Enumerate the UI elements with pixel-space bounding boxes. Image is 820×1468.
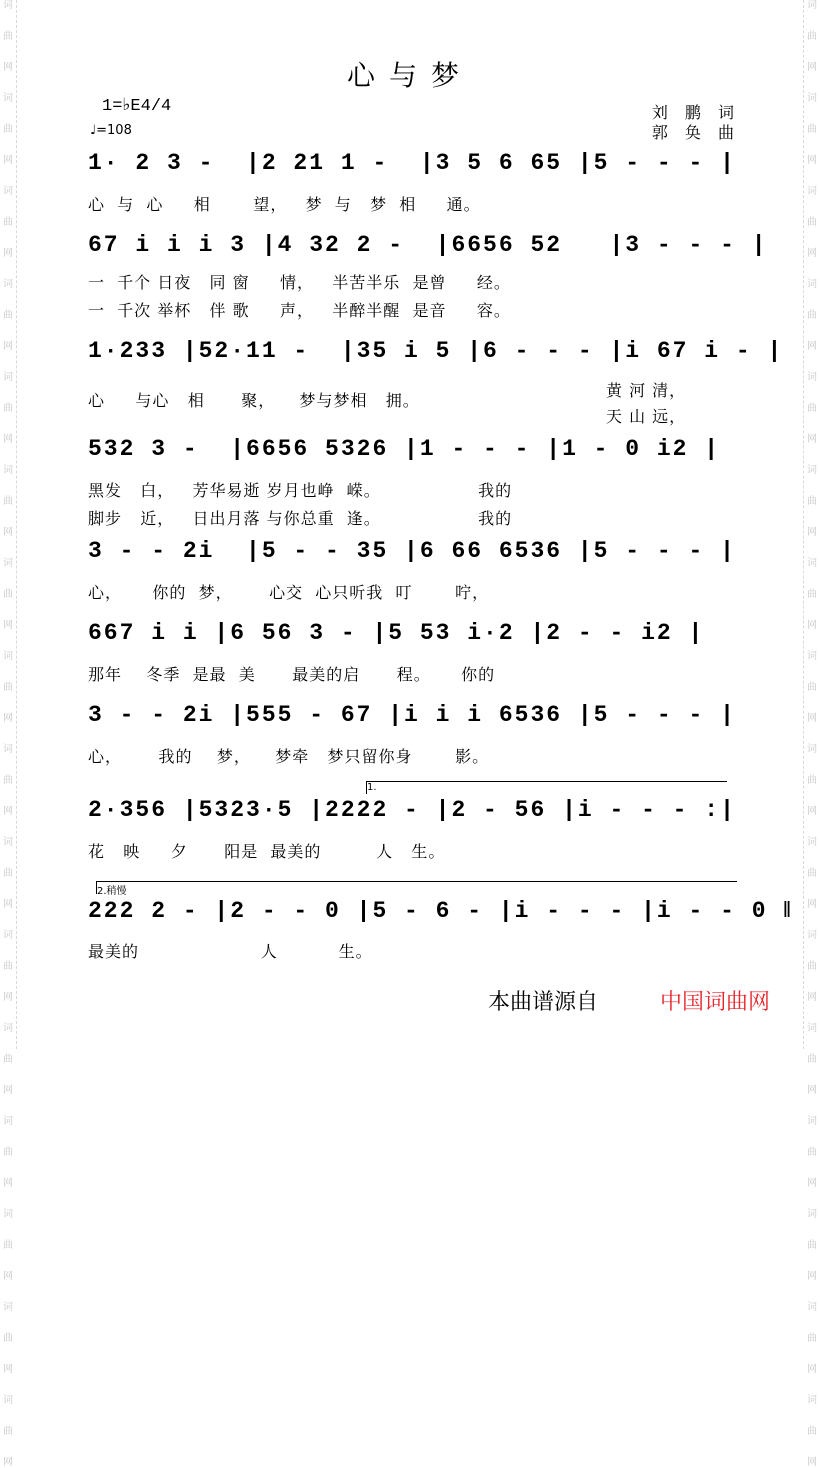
watermark-char: 曲: [807, 775, 817, 786]
watermark-char: 词: [3, 0, 13, 11]
lyricist-credit: 刘 鹏 词: [651, 103, 740, 122]
watermark-char: 曲: [807, 217, 817, 228]
watermark-char: 词: [3, 465, 13, 476]
lyric-line: 心， 你的 梦， 心交 心只听我 叮 咛，: [88, 583, 490, 602]
lyric-line: 那年 冬季 是最 美 最美的启 程。 你的: [88, 665, 496, 684]
watermark-char: 词: [807, 1209, 817, 1220]
watermark-char: 网: [807, 713, 817, 724]
notation-line: 67 i i i 3 |4 32 2 - |6656 52 |3 - - - |: [88, 232, 768, 258]
watermark-char: 词: [807, 465, 817, 476]
notation-line: 3 - - 2i |5 - - 35 |6 66 6536 |5 - - - |: [88, 538, 736, 564]
watermark-char: 曲: [3, 31, 13, 42]
watermark-char: 词: [807, 372, 817, 383]
side-lyric: 黄 河 清，: [606, 381, 687, 400]
volta-bracket: 2.稍慢: [96, 881, 737, 894]
watermark-char: 曲: [3, 1054, 13, 1065]
watermark-char: 词: [3, 93, 13, 104]
watermark-char: 曲: [3, 961, 13, 972]
watermark-char: 网: [807, 527, 817, 538]
watermark-char: 词: [3, 1209, 13, 1220]
watermark-char: 曲: [807, 682, 817, 693]
notation-line: 2·356 |5323·5 |2222 - |2 - 56 |i - - - :|: [88, 797, 736, 823]
watermark-char: 词: [807, 930, 817, 941]
watermark-char: 网: [807, 1178, 817, 1189]
watermark-char: 词: [807, 744, 817, 755]
watermark-char: 词: [807, 837, 817, 848]
watermark-char: 网: [3, 62, 13, 73]
notation-line: 222 2 - |2 - - 0 |5 - 6 - |i - - - |i - - 0 ‖: [88, 898, 793, 924]
notation-line: 1· 2 3 - |2 21 1 - |3 5 6 65 |5 - - - |: [88, 150, 736, 176]
tempo-marking: ♩=108: [90, 123, 132, 138]
watermark-char: 曲: [807, 124, 817, 135]
lyric-line: 花 映 夕 阳是 最美的 人 生。: [88, 842, 446, 861]
side-lyric: 天 山 远，: [606, 407, 687, 426]
watermark-char: 网: [3, 1271, 13, 1282]
lyric-line: 心 与 心 相 望， 梦 与 梦 相 通。: [88, 195, 481, 214]
watermark-char: 词: [3, 1116, 13, 1127]
watermark-right: [803, 0, 820, 1468]
watermark-char: 词: [3, 1302, 13, 1313]
watermark-char: 网: [3, 1457, 13, 1468]
watermark-left: [0, 0, 17, 1468]
key-signature: 1=♭E4/4: [102, 97, 172, 116]
watermark-char: 曲: [3, 124, 13, 135]
watermark-char: 词: [3, 186, 13, 197]
source-label: 本曲谱源自: [488, 990, 599, 1015]
watermark-char: 网: [3, 1085, 13, 1096]
watermark-char: 曲: [807, 1054, 817, 1065]
watermark-char: 曲: [807, 496, 817, 507]
watermark-char: 词: [807, 279, 817, 290]
watermark-char: 曲: [3, 403, 13, 414]
watermark-char: 网: [807, 155, 817, 166]
volta-bracket: 1.: [366, 781, 727, 794]
watermark-char: 网: [3, 806, 13, 817]
watermark-char: 曲: [807, 310, 817, 321]
lyric-line: 最美的 人 生。: [88, 942, 373, 961]
watermark-char: 曲: [807, 1333, 817, 1344]
watermark-char: 曲: [807, 1240, 817, 1251]
watermark-char: 网: [3, 248, 13, 259]
lyric-line: 脚步 近， 日出月落 与你总重 逢。 我的: [88, 509, 513, 528]
watermark-char: 曲: [807, 589, 817, 600]
watermark-char: 曲: [3, 868, 13, 879]
watermark-char: 曲: [3, 1333, 13, 1344]
notation-line: 3 - - 2i |555 - 67 |i i i 6536 |5 - - - |: [88, 702, 736, 728]
watermark-char: 词: [3, 279, 13, 290]
watermark-char: 网: [3, 1364, 13, 1375]
watermark-char: 词: [807, 1302, 817, 1313]
watermark-char: 网: [807, 806, 817, 817]
watermark-char: 曲: [807, 403, 817, 414]
watermark-char: 词: [3, 837, 13, 848]
watermark-char: 词: [3, 651, 13, 662]
watermark-char: 词: [807, 0, 817, 11]
watermark-char: 词: [807, 1395, 817, 1406]
lyric-line: 黑发 白， 芳华易逝 岁月也峥 嵘。 我的: [88, 481, 513, 500]
watermark-char: 词: [3, 744, 13, 755]
watermark-char: 网: [807, 1271, 817, 1282]
watermark-char: 网: [807, 341, 817, 352]
watermark-char: 网: [3, 992, 13, 1003]
watermark-char: 网: [3, 899, 13, 910]
watermark-char: 网: [807, 62, 817, 73]
watermark-char: 网: [807, 1457, 817, 1468]
watermark-char: 网: [807, 248, 817, 259]
watermark-char: 词: [807, 558, 817, 569]
watermark-char: 词: [807, 93, 817, 104]
watermark-char: 网: [807, 434, 817, 445]
watermark-char: 网: [807, 1085, 817, 1096]
watermark-char: 网: [3, 155, 13, 166]
composer-credit: 郭 奂 曲: [651, 123, 740, 142]
lyric-line: 心， 我的 梦， 梦牵 梦只留你身 影。: [88, 747, 490, 766]
lyric-line: 心 与心 相 聚， 梦与梦相 拥。: [88, 391, 420, 410]
lyric-line: 一 千次 举杯 伴 歌 声， 半醉半醒 是音 容。: [88, 301, 511, 320]
notation-line: 1·233 |52·11 - |35 i 5 |6 - - - |i 67 i - |: [88, 338, 784, 364]
watermark-char: 词: [3, 372, 13, 383]
watermark-char: 词: [807, 651, 817, 662]
watermark-char: 曲: [3, 589, 13, 600]
song-title: 心与梦: [346, 59, 473, 92]
watermark-char: 网: [3, 1178, 13, 1189]
watermark-char: 曲: [3, 310, 13, 321]
lyric-line: 一 千个 日夜 同 窗 情， 半苦半乐 是曾 经。: [88, 273, 511, 292]
watermark-char: 曲: [807, 1147, 817, 1158]
watermark-char: 曲: [3, 1147, 13, 1158]
watermark-char: 网: [807, 620, 817, 631]
watermark-char: 曲: [807, 31, 817, 42]
source-site[interactable]: 中国词曲网: [660, 990, 771, 1015]
watermark-char: 网: [807, 992, 817, 1003]
watermark-char: 网: [3, 713, 13, 724]
watermark-char: 词: [3, 1023, 13, 1034]
watermark-char: 网: [807, 899, 817, 910]
watermark-char: 曲: [3, 1426, 13, 1437]
watermark-char: 曲: [807, 868, 817, 879]
watermark-char: 网: [3, 620, 13, 631]
watermark-char: 曲: [3, 1240, 13, 1251]
watermark-char: 网: [3, 434, 13, 445]
watermark-char: 曲: [807, 961, 817, 972]
watermark-char: 词: [3, 558, 13, 569]
watermark-char: 词: [3, 930, 13, 941]
watermark-char: 曲: [807, 1426, 817, 1437]
watermark-char: 词: [807, 1116, 817, 1127]
watermark-char: 词: [807, 186, 817, 197]
watermark-char: 网: [807, 1364, 817, 1375]
watermark-char: 网: [3, 341, 13, 352]
notation-line: 532 3 - |6656 5326 |1 - - - |1 - 0 i2 |: [88, 436, 721, 462]
watermark-char: 词: [807, 1023, 817, 1034]
watermark-char: 曲: [3, 775, 13, 786]
watermark-char: 曲: [3, 496, 13, 507]
watermark-char: 曲: [3, 217, 13, 228]
notation-line: 667 i i |6 56 3 - |5 53 i·2 |2 - - i2 |: [88, 620, 705, 646]
watermark-char: 词: [3, 1395, 13, 1406]
watermark-char: 曲: [3, 682, 13, 693]
watermark-char: 网: [3, 527, 13, 538]
